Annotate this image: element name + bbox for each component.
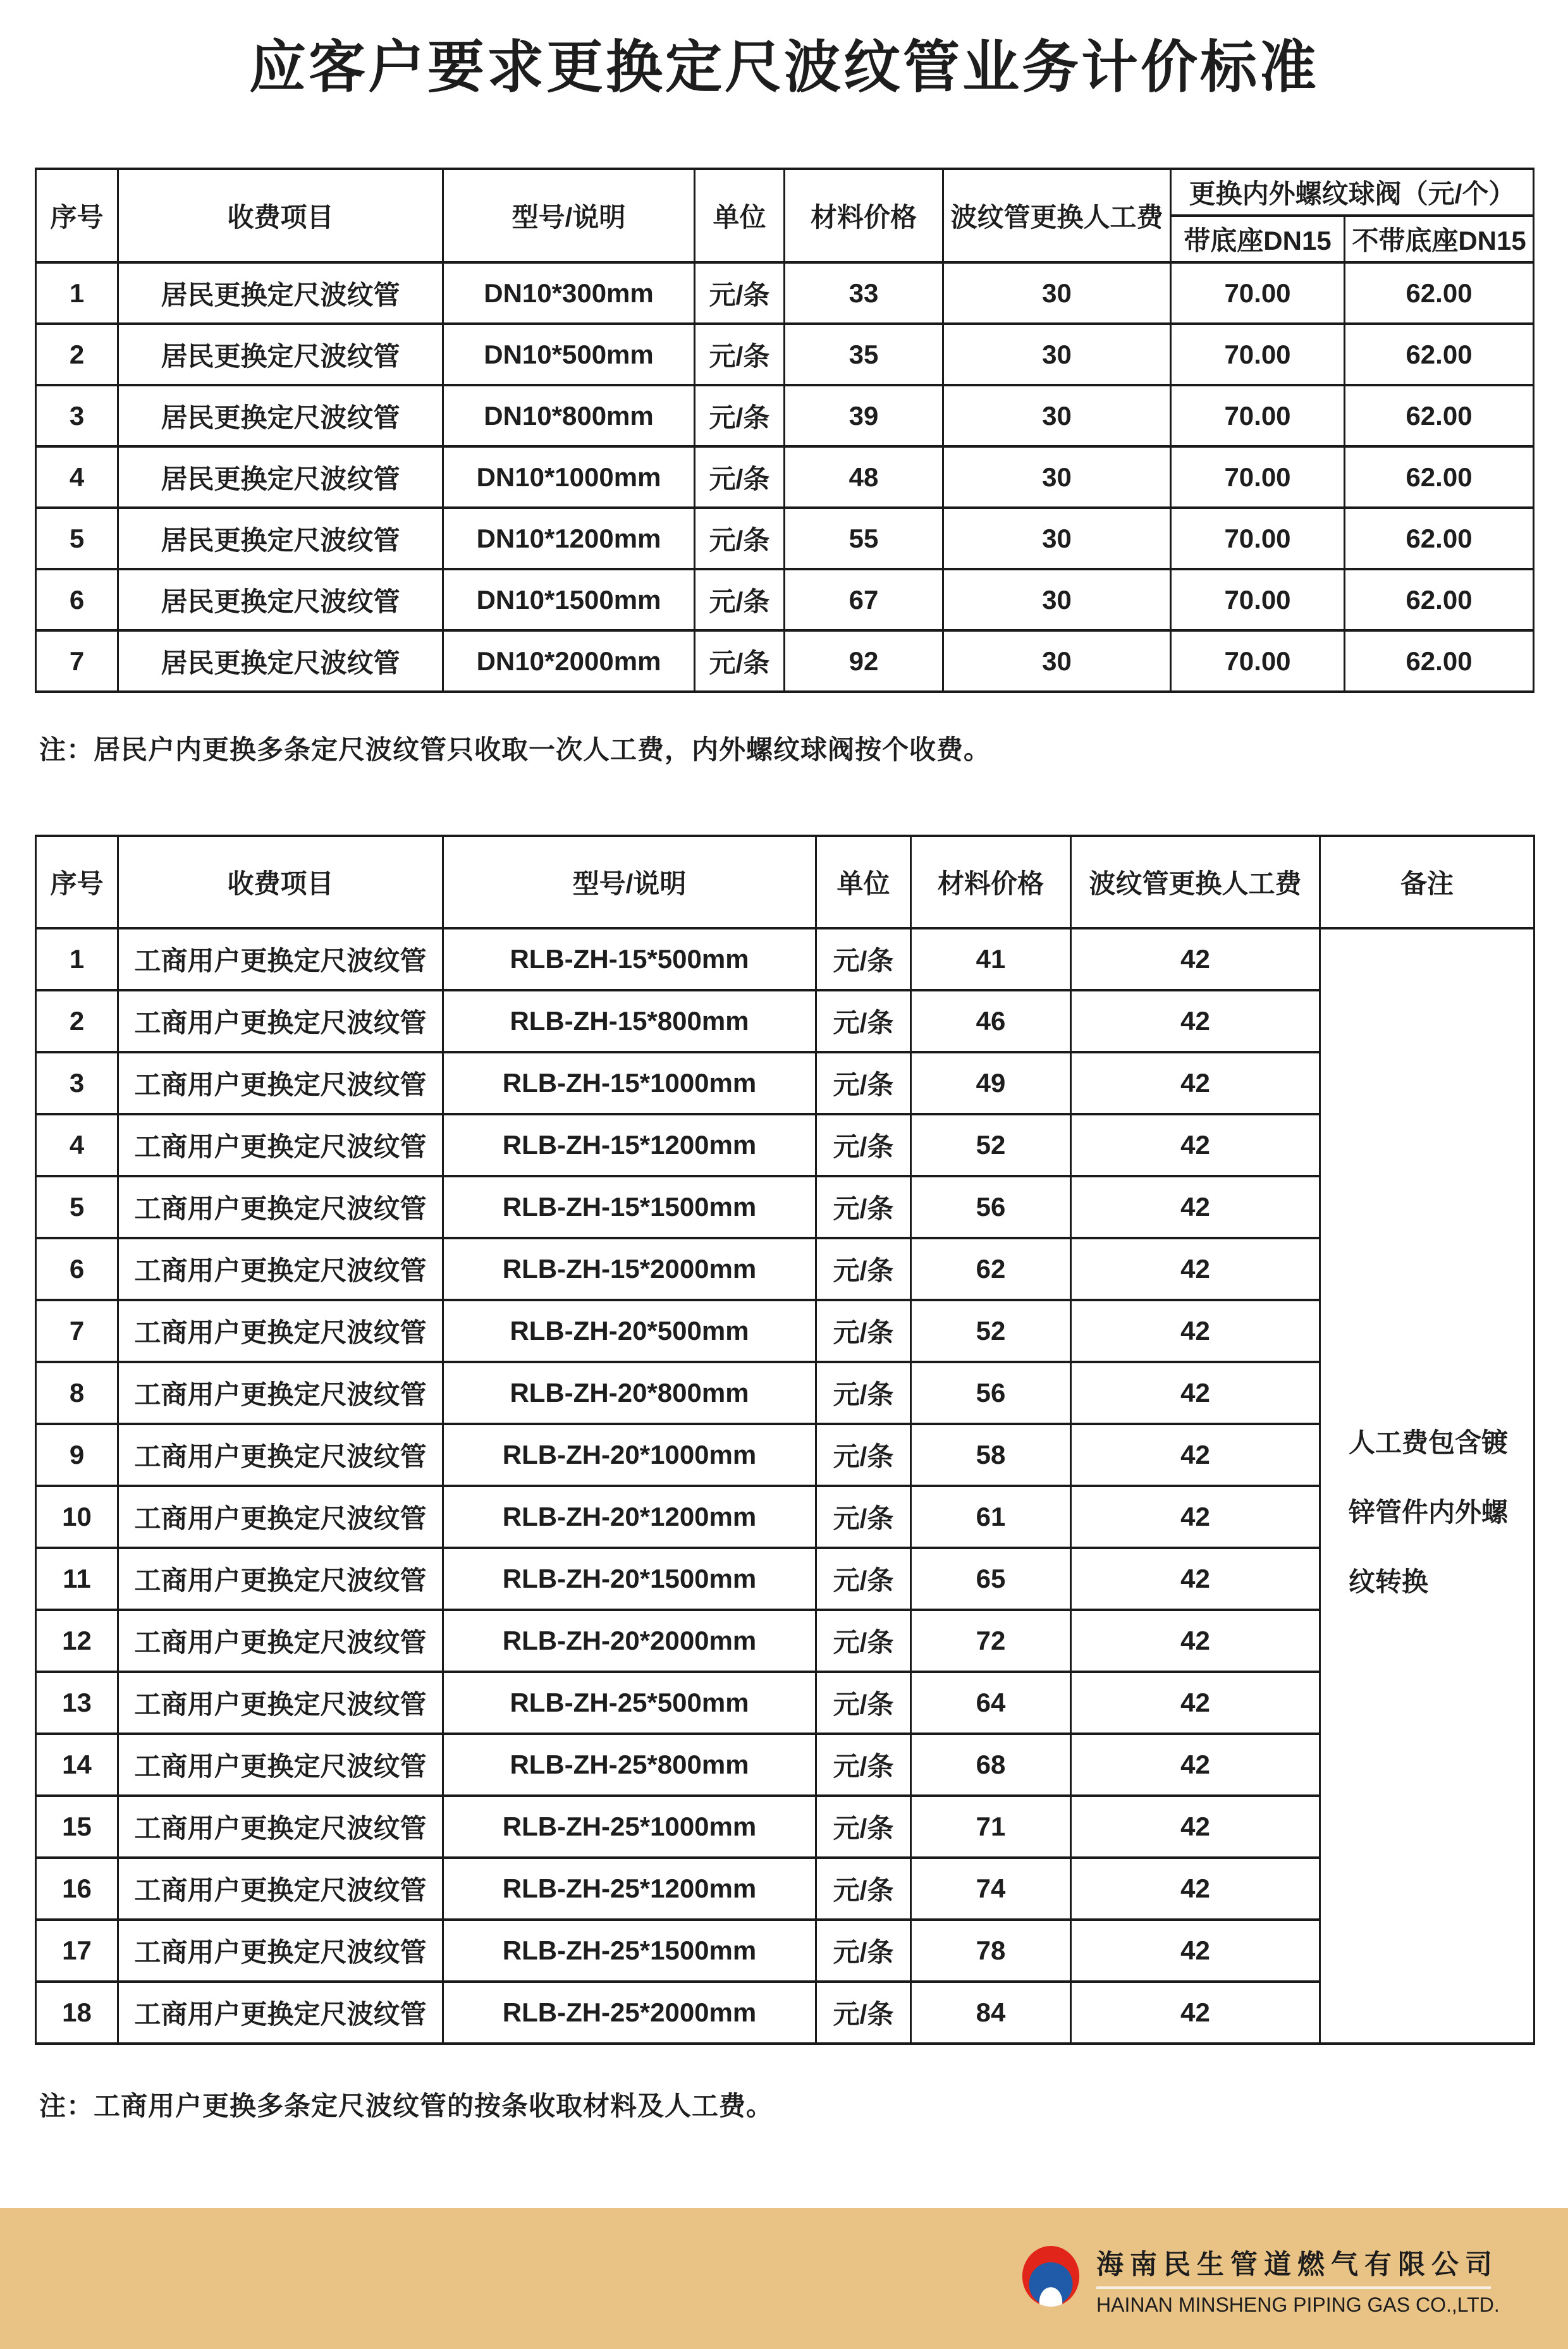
cell-seq: 2 xyxy=(36,324,118,385)
cell-labor-fee: 42 xyxy=(1071,1238,1320,1300)
cell-item: 居民更换定尺波纹管 xyxy=(118,324,443,385)
col-header-seq: 序号 xyxy=(36,836,118,928)
residential-note: 注：居民户内更换多条定尺波纹管只收取一次人工费，内外螺纹球阀按个收费。 xyxy=(39,735,991,764)
cell-model: RLB-ZH-25*1000mm xyxy=(443,1796,816,1858)
cell-item: 居民更换定尺波纹管 xyxy=(118,262,443,324)
cell-model: RLB-ZH-20*500mm xyxy=(443,1300,816,1362)
cell-labor-fee: 42 xyxy=(1071,1610,1320,1672)
col-header-labor-fee: 波纹管更换人工费 xyxy=(943,169,1171,262)
cell-item: 工商用户更换定尺波纹管 xyxy=(118,1486,443,1548)
cell-model: RLB-ZH-20*1200mm xyxy=(443,1486,816,1548)
table-row xyxy=(36,262,1534,324)
cell-unit: 元/条 xyxy=(816,1238,911,1300)
table-row xyxy=(36,324,1534,385)
table-row xyxy=(36,1176,1534,1238)
cell-model: DN10*300mm xyxy=(443,262,695,324)
cell-item: 工商用户更换定尺波纹管 xyxy=(118,1982,443,2044)
cell-seq: 7 xyxy=(36,630,118,692)
cell-model: RLB-ZH-15*1000mm xyxy=(443,1052,816,1114)
cell-model: RLB-ZH-25*1500mm xyxy=(443,1920,816,1982)
col-header-valve-with-base: 带底座DN15 xyxy=(1171,216,1345,262)
cell-unit: 元/条 xyxy=(695,569,785,630)
cell-labor-fee: 42 xyxy=(1071,1052,1320,1114)
cell-material-price: 52 xyxy=(911,1114,1071,1176)
table-row xyxy=(36,1114,1534,1176)
cell-item: 工商用户更换定尺波纹管 xyxy=(118,1610,443,1672)
cell-material-price: 62 xyxy=(911,1238,1071,1300)
cell-material-price: 68 xyxy=(911,1734,1071,1796)
col-header-model: 型号/说明 xyxy=(443,169,695,262)
cell-material-price: 67 xyxy=(785,569,943,630)
cell-seq: 10 xyxy=(36,1486,118,1548)
cell-item: 居民更换定尺波纹管 xyxy=(118,385,443,446)
col-header-seq: 序号 xyxy=(36,169,118,262)
cell-unit: 元/条 xyxy=(816,1176,911,1238)
col-header-material-price: 材料价格 xyxy=(785,169,943,262)
cell-model: DN10*2000mm xyxy=(443,630,695,692)
cell-remark xyxy=(1320,928,1534,2044)
cell-labor-fee: 42 xyxy=(1071,1176,1320,1238)
cell-labor-fee: 42 xyxy=(1071,1858,1320,1920)
cell-seq: 16 xyxy=(36,1858,118,1920)
cell-seq: 1 xyxy=(36,262,118,324)
cell-seq: 8 xyxy=(36,1362,118,1424)
cell-unit: 元/条 xyxy=(816,1858,911,1920)
col-header-item: 收费项目 xyxy=(118,836,443,928)
remark-line: 人工费包含镀 xyxy=(1349,1427,1509,1457)
cell-valve-without-base: 62.00 xyxy=(1345,385,1534,446)
cell-material-price: 72 xyxy=(911,1610,1071,1672)
table-row xyxy=(36,1052,1534,1114)
col-header-valve-without-base: 不带底座DN15 xyxy=(1345,216,1534,262)
col-header-item: 收费项目 xyxy=(118,169,443,262)
cell-labor-fee: 42 xyxy=(1071,990,1320,1052)
cell-item: 工商用户更换定尺波纹管 xyxy=(118,1362,443,1424)
cell-material-price: 64 xyxy=(911,1672,1071,1734)
cell-seq: 3 xyxy=(36,1052,118,1114)
cell-labor-fee: 42 xyxy=(1071,1548,1320,1610)
cell-unit: 元/条 xyxy=(816,1362,911,1424)
company-name-en: HAINAN MINSHENG PIPING GAS CO.,LTD. xyxy=(1096,2293,1500,2316)
cell-item: 工商用户更换定尺波纹管 xyxy=(118,1300,443,1362)
cell-material-price: 84 xyxy=(911,1982,1071,2044)
cell-model: RLB-ZH-25*1200mm xyxy=(443,1858,816,1920)
cell-material-price: 48 xyxy=(785,446,943,508)
cell-model: DN10*1000mm xyxy=(443,446,695,508)
cell-item: 工商用户更换定尺波纹管 xyxy=(118,1176,443,1238)
table-row xyxy=(36,630,1534,692)
cell-item: 工商用户更换定尺波纹管 xyxy=(118,928,443,990)
cell-material-price: 58 xyxy=(911,1424,1071,1486)
cell-labor-fee: 42 xyxy=(1071,1114,1320,1176)
cell-unit: 元/条 xyxy=(816,1548,911,1610)
cell-material-price: 39 xyxy=(785,385,943,446)
cell-labor-fee: 42 xyxy=(1071,1486,1320,1548)
cell-unit: 元/条 xyxy=(816,1982,911,2044)
cell-unit: 元/条 xyxy=(816,1920,911,1982)
cell-model: RLB-ZH-15*1500mm xyxy=(443,1176,816,1238)
cell-valve-without-base: 62.00 xyxy=(1345,262,1534,324)
cell-seq: 5 xyxy=(36,508,118,569)
residential-price-table xyxy=(35,168,1534,693)
table-row xyxy=(36,1610,1534,1672)
cell-valve-without-base: 62.00 xyxy=(1345,630,1534,692)
table-row xyxy=(36,1362,1534,1424)
cell-item: 工商用户更换定尺波纹管 xyxy=(118,1796,443,1858)
cell-model: RLB-ZH-25*2000mm xyxy=(443,1982,816,2044)
cell-labor-fee: 42 xyxy=(1071,1300,1320,1362)
cell-seq: 9 xyxy=(36,1424,118,1486)
table-row xyxy=(36,1300,1534,1362)
cell-seq: 2 xyxy=(36,990,118,1052)
cell-labor-fee: 30 xyxy=(943,262,1171,324)
residential-table-body xyxy=(36,262,1534,692)
cell-model: DN10*1500mm xyxy=(443,569,695,630)
table-row xyxy=(36,508,1534,569)
cell-model: RLB-ZH-20*800mm xyxy=(443,1362,816,1424)
cell-material-price: 92 xyxy=(785,630,943,692)
commercial-table-header xyxy=(36,836,1534,928)
cell-unit: 元/条 xyxy=(816,990,911,1052)
company-name-cn: 海南民生管道燃气有限公司 xyxy=(1096,2250,1498,2280)
col-header-material-price: 材料价格 xyxy=(911,836,1071,928)
cell-labor-fee: 30 xyxy=(943,446,1171,508)
cell-seq: 18 xyxy=(36,1982,118,2044)
cell-item: 工商用户更换定尺波纹管 xyxy=(118,1238,443,1300)
cell-seq: 4 xyxy=(36,446,118,508)
cell-item: 居民更换定尺波纹管 xyxy=(118,569,443,630)
cell-model: RLB-ZH-15*500mm xyxy=(443,928,816,990)
cell-item: 工商用户更换定尺波纹管 xyxy=(118,1920,443,1982)
table-row xyxy=(36,1238,1534,1300)
cell-material-price: 71 xyxy=(911,1796,1071,1858)
cell-unit: 元/条 xyxy=(695,262,785,324)
residential-table-header xyxy=(36,169,1534,262)
cell-item: 工商用户更换定尺波纹管 xyxy=(118,1424,443,1486)
company-logo-icon xyxy=(1020,2246,1081,2307)
table-row xyxy=(36,385,1534,446)
table-row xyxy=(36,1920,1534,1982)
cell-material-price: 49 xyxy=(911,1052,1071,1114)
table-row xyxy=(36,569,1534,630)
cell-seq: 12 xyxy=(36,1610,118,1672)
cell-valve-with-base: 70.00 xyxy=(1171,385,1345,446)
cell-labor-fee: 42 xyxy=(1071,928,1320,990)
cell-material-price: 78 xyxy=(911,1920,1071,1982)
cell-seq: 11 xyxy=(36,1548,118,1610)
cell-valve-with-base: 70.00 xyxy=(1171,569,1345,630)
commercial-price-table xyxy=(35,835,1535,2045)
cell-material-price: 41 xyxy=(911,928,1071,990)
cell-labor-fee: 42 xyxy=(1071,1796,1320,1858)
cell-model: RLB-ZH-15*800mm xyxy=(443,990,816,1052)
cell-material-price: 65 xyxy=(911,1548,1071,1610)
table-row xyxy=(36,1858,1534,1920)
col-header-remark: 备注 xyxy=(1320,836,1534,928)
cell-model: RLB-ZH-15*2000mm xyxy=(443,1238,816,1300)
cell-seq: 14 xyxy=(36,1734,118,1796)
cell-item: 工商用户更换定尺波纹管 xyxy=(118,990,443,1052)
cell-unit: 元/条 xyxy=(695,508,785,569)
cell-material-price: 56 xyxy=(911,1176,1071,1238)
cell-unit: 元/条 xyxy=(695,446,785,508)
cell-model: DN10*500mm xyxy=(443,324,695,385)
cell-material-price: 56 xyxy=(911,1362,1071,1424)
cell-model: DN10*1200mm xyxy=(443,508,695,569)
cell-item: 工商用户更换定尺波纹管 xyxy=(118,1858,443,1920)
remark-line: 纹转换 xyxy=(1349,1567,1429,1597)
cell-model: RLB-ZH-20*2000mm xyxy=(443,1610,816,1672)
cell-labor-fee: 42 xyxy=(1071,1672,1320,1734)
cell-seq: 17 xyxy=(36,1920,118,1982)
cell-unit: 元/条 xyxy=(816,1672,911,1734)
cell-valve-with-base: 70.00 xyxy=(1171,324,1345,385)
cell-unit: 元/条 xyxy=(695,630,785,692)
cell-seq: 15 xyxy=(36,1796,118,1858)
cell-unit: 元/条 xyxy=(816,1114,911,1176)
table-row xyxy=(36,928,1534,990)
cell-valve-with-base: 70.00 xyxy=(1171,446,1345,508)
cell-item: 居民更换定尺波纹管 xyxy=(118,508,443,569)
table-row xyxy=(36,1548,1534,1610)
cell-material-price: 55 xyxy=(785,508,943,569)
col-header-valve-group: 更换内外螺纹球阀（元/个） xyxy=(1171,169,1534,216)
table-row xyxy=(36,1672,1534,1734)
cell-seq: 3 xyxy=(36,385,118,446)
cell-valve-without-base: 62.00 xyxy=(1345,569,1534,630)
table-row xyxy=(36,1796,1534,1858)
cell-material-price: 52 xyxy=(911,1300,1071,1362)
cell-unit: 元/条 xyxy=(695,385,785,446)
commercial-note: 注：工商用户更换多条定尺波纹管的按条收取材料及人工费。 xyxy=(39,2091,774,2121)
cell-material-price: 74 xyxy=(911,1858,1071,1920)
col-header-unit: 单位 xyxy=(816,836,911,928)
cell-seq: 4 xyxy=(36,1114,118,1176)
company-name-block xyxy=(1096,2243,1500,2317)
cell-unit: 元/条 xyxy=(816,1052,911,1114)
col-header-model: 型号/说明 xyxy=(443,836,816,928)
commercial-table-body xyxy=(36,928,1534,2044)
cell-labor-fee: 30 xyxy=(943,385,1171,446)
table-row xyxy=(36,990,1534,1052)
cell-material-price: 35 xyxy=(785,324,943,385)
cell-model: RLB-ZH-25*500mm xyxy=(443,1672,816,1734)
cell-unit: 元/条 xyxy=(816,1424,911,1486)
page-title: 应客户要求更换定尺波纹管业务计价标准 xyxy=(249,36,1319,99)
cell-labor-fee: 30 xyxy=(943,630,1171,692)
cell-labor-fee: 42 xyxy=(1071,1424,1320,1486)
table-row xyxy=(36,446,1534,508)
cell-seq: 6 xyxy=(36,1238,118,1300)
cell-seq: 6 xyxy=(36,569,118,630)
cell-labor-fee: 42 xyxy=(1071,1920,1320,1982)
cell-seq: 1 xyxy=(36,928,118,990)
cell-unit: 元/条 xyxy=(816,1610,911,1672)
cell-valve-without-base: 62.00 xyxy=(1345,324,1534,385)
cell-model: RLB-ZH-25*800mm xyxy=(443,1734,816,1796)
table-row xyxy=(36,1424,1534,1486)
cell-item: 工商用户更换定尺波纹管 xyxy=(118,1734,443,1796)
logo-underline-divider xyxy=(1096,2286,1491,2289)
cell-unit: 元/条 xyxy=(816,1796,911,1858)
cell-valve-with-base: 70.00 xyxy=(1171,630,1345,692)
cell-valve-with-base: 70.00 xyxy=(1171,508,1345,569)
cell-seq: 5 xyxy=(36,1176,118,1238)
cell-material-price: 46 xyxy=(911,990,1071,1052)
table-row xyxy=(36,1486,1534,1548)
cell-labor-fee: 30 xyxy=(943,569,1171,630)
cell-valve-without-base: 62.00 xyxy=(1345,446,1534,508)
cell-unit: 元/条 xyxy=(816,1486,911,1548)
table-row xyxy=(36,1734,1534,1796)
cell-labor-fee: 42 xyxy=(1071,1734,1320,1796)
cell-item: 工商用户更换定尺波纹管 xyxy=(118,1548,443,1610)
cell-item: 居民更换定尺波纹管 xyxy=(118,630,443,692)
cell-unit: 元/条 xyxy=(816,1734,911,1796)
cell-unit: 元/条 xyxy=(816,928,911,990)
cell-unit: 元/条 xyxy=(816,1300,911,1362)
cell-item: 工商用户更换定尺波纹管 xyxy=(118,1114,443,1176)
cell-labor-fee: 30 xyxy=(943,324,1171,385)
cell-valve-without-base: 62.00 xyxy=(1345,508,1534,569)
cell-labor-fee: 30 xyxy=(943,508,1171,569)
cell-labor-fee: 42 xyxy=(1071,1362,1320,1424)
cell-model: RLB-ZH-15*1200mm xyxy=(443,1114,816,1176)
cell-seq: 7 xyxy=(36,1300,118,1362)
footer xyxy=(0,2208,1568,2349)
cell-material-price: 33 xyxy=(785,262,943,324)
col-header-unit: 单位 xyxy=(695,169,785,262)
remark-line: 锌管件内外螺 xyxy=(1349,1497,1509,1527)
cell-material-price: 61 xyxy=(911,1486,1071,1548)
cell-model: RLB-ZH-20*1500mm xyxy=(443,1548,816,1610)
col-header-labor-fee: 波纹管更换人工费 xyxy=(1071,836,1320,928)
cell-item: 居民更换定尺波纹管 xyxy=(118,446,443,508)
cell-seq: 13 xyxy=(36,1672,118,1734)
cell-model: RLB-ZH-20*1000mm xyxy=(443,1424,816,1486)
cell-labor-fee: 42 xyxy=(1071,1982,1320,2044)
table-row xyxy=(36,1982,1534,2044)
cell-item: 工商用户更换定尺波纹管 xyxy=(118,1052,443,1114)
cell-valve-with-base: 70.00 xyxy=(1171,262,1345,324)
cell-model: DN10*800mm xyxy=(443,385,695,446)
cell-unit: 元/条 xyxy=(695,324,785,385)
cell-item: 工商用户更换定尺波纹管 xyxy=(118,1672,443,1734)
